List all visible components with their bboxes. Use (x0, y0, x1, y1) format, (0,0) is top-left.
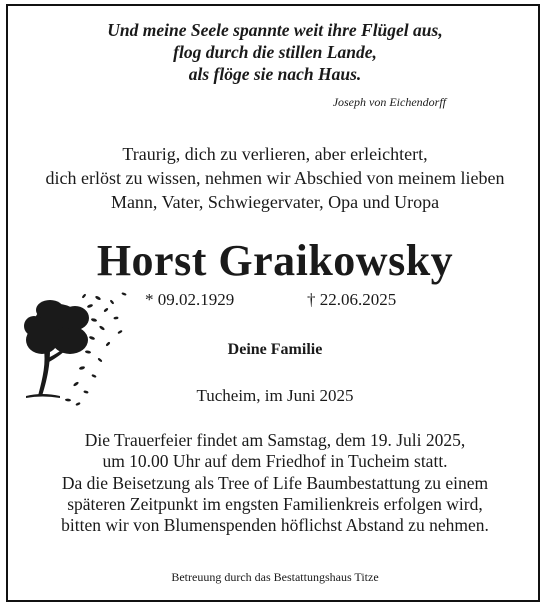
poem-line: als flöge sie nach Haus. (188, 64, 362, 84)
details-line: Da die Beisetzung als Tree of Life Baumbestattung zu einem (61, 472, 489, 493)
intro-line: dich erlöst zu wissen, nehmen wir Abschied von meinem lieben (45, 168, 505, 188)
details-line: um 10.00 Uhr auf dem Friedhof in Tucheim statt. (102, 451, 448, 472)
details-line: späteren Zeitpunkt im engsten Familienkreis erfolgen wird, (67, 493, 483, 514)
place-date: Tucheim, im Juni 2025 (196, 386, 354, 405)
funeral-home-credit: Betreuung durch das Bestattungshaus Titze (171, 570, 379, 584)
poem (0, 19, 550, 85)
funeral-details (0, 430, 550, 536)
poem-line: flog durch die stillen Lande, (173, 42, 377, 62)
death-date: † 22.06.2025 (307, 290, 397, 309)
poem-line: Und meine Seele spannte weit ihre Flügel aus, (107, 20, 443, 40)
deceased-name: Horst Graikowsky (96, 236, 454, 285)
poem-author: Joseph von Eichendorff (332, 95, 446, 109)
intro-text (0, 142, 550, 214)
intro-line: Traurig, dich zu verlieren, aber erleichtert, (122, 144, 428, 164)
intro-line: Mann, Vater, Schwiegervater, Opa und Uropa (110, 192, 440, 212)
details-line: Die Trauerfeier findet am Samstag, dem 19. Juli 2025, (84, 430, 466, 450)
details-line: bitten wir von Blumenspenden höflichst Abstand zu nehmen. (61, 515, 489, 536)
signature: Deine Familie (227, 341, 323, 358)
birth-date: * 09.02.1929 (145, 290, 235, 309)
